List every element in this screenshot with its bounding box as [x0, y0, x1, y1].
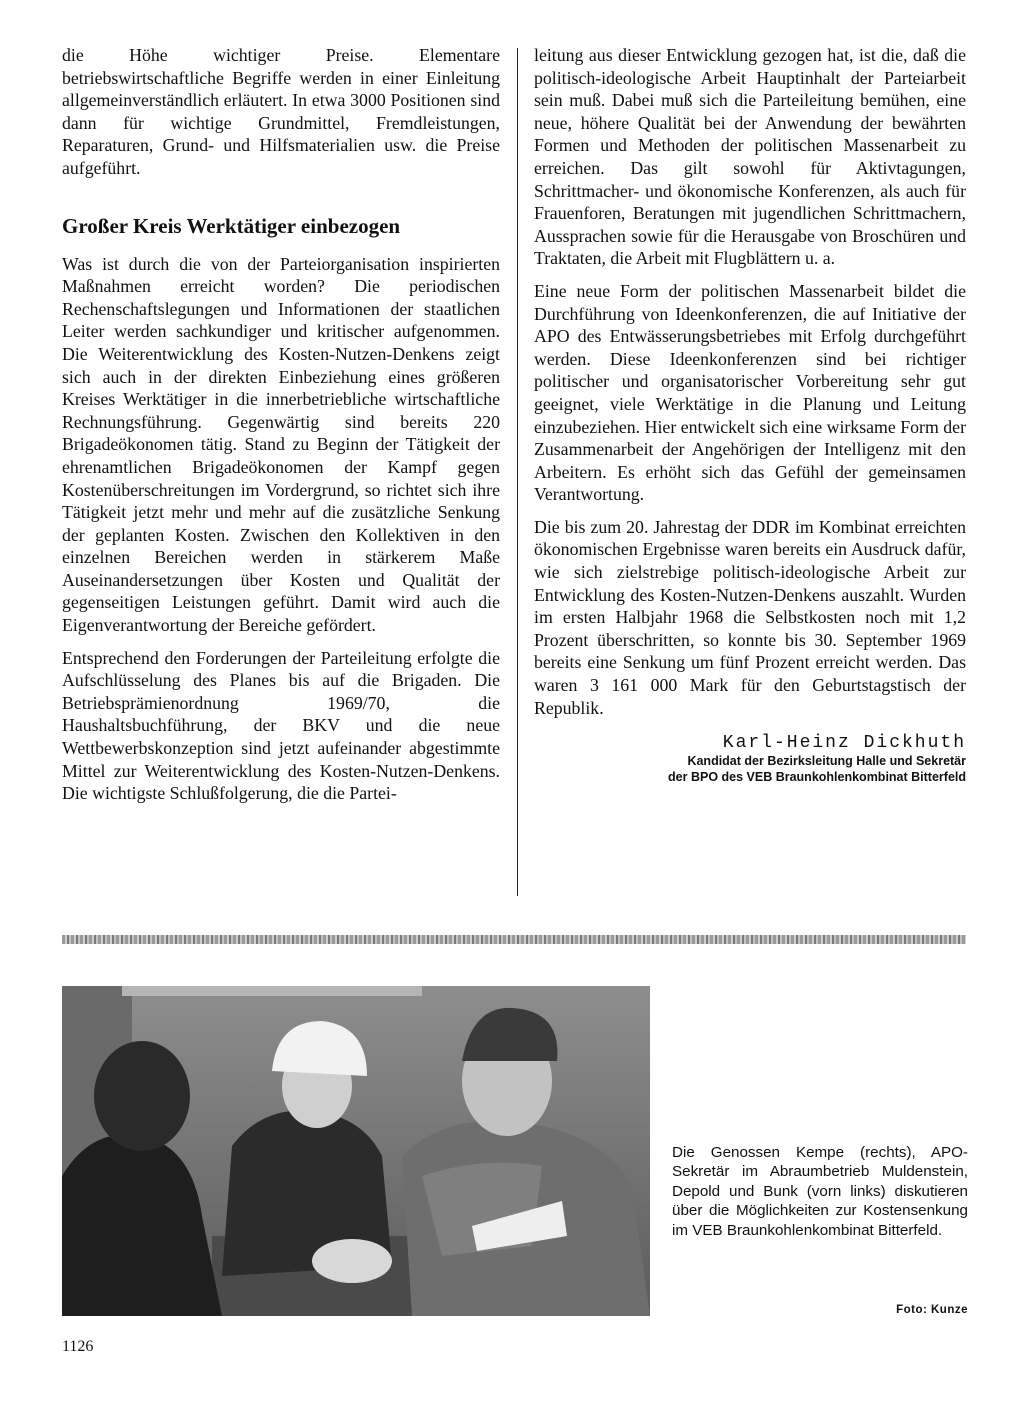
paragraph: leitung aus dieser Entwicklung gezogen hat, ist die, daß die politisch-ideologische Arbeit Hauptinhalt der Parteiarbeit sein muß. Dabei muß sich die Parteileitung bemühen, eine neue, höhere Qualität bei der Anwendung der bewährten Formen und Methoden der politischen Massenarbeit zu erreichen. Das gilt sowohl für Aktivtagungen, Schrittmacher- und ökonomische Konferenzen, als auch für Frauenforen, Beratungen mit jugendlichen Schrittmachern, Aussprachen sowie für die Herausgabe von Broschüren und Traktaten, die Arbeit mit Flugblättern u. a.	[534, 45, 966, 269]
page-number: 1126	[62, 1338, 94, 1355]
paragraph: Eine neue Form der politischen Massenarbeit bildet die Durchführung von Ideenkonferenzen, die auf Initiative der APO des Entwässerungsbetriebes mit Erfolg durchgeführt werden. Diese Ideenkonferenzen sind bei richtiger politischer und organisatorischer Vorbereitung sehr gut geeignet, viele Werktätige in die Planung und Leitung einzubeziehen. Hier entwickelt sich eine wirksame Form der Zusammenarbeit der Angehörigen der Intelligenz mit den Arbeitern. Es erhöht sich das Gefühl der gemeinsamen Verantwortung.	[534, 280, 966, 505]
photo	[62, 986, 650, 1316]
photo-illustration	[62, 986, 650, 1316]
paragraph: Was ist durch die von der Parteiorganisation inspirierten Maßnahmen erreicht worden? Die periodischen Rechenschaftslegungen und Informationen der staatlichen Leiter werden sachkundiger und kritischer aufgenommen. Die Weiterentwicklung des Kosten-Nutzen-Denkens zeigt sich auch in der direkten Einbeziehung eines größeren Kreises Werktätiger in die innerbetriebliche wirtschaftliche Rechnungsführung. Gegenwärtig sind bereits 220 Brigadeökonomen tätig. Stand zu Beginn der Tätigkeit der ehrenamtlichen Brigadeökonomen der Kampf gegen Kostenüberschreitungen im Vordergrund, so richtet sich ihre Tätigkeit jetzt mehr und mehr auf die zusätzliche Senkung der geplanten Kosten. Zwischen den Kollektiven in den einzelnen Bereichen werden in stärkerem Maße Auseinandersetzungen über Kosten und Qualität der gegenseitigen Leistungen geführt. Damit wird auch die Eigenverantwortung der Bereiche gefördert.	[62, 253, 500, 636]
photo-caption: Die Genossen Kempe (rechts), APO-Sekretär im Abraumbetrieb Muldenstein, Depold und Bunk (vorn links) diskutieren über die Möglichkeiten zur Kostensenkung im VEB Braunkohlenkombinat Bitterfeld.	[672, 1144, 968, 1239]
paragraph: Entsprechend den Forderungen der Parteileitung erfolgte die Aufschlüsselung des Planes bis auf die Brigaden. Die Betriebsprämienordnung 1969/70, die Haushaltsbuchführung, der BKV und die neue Wettbewerbskonzeption sind jetzt aufeinander abgestimmte Mittel zur Weiterentwicklung des Kosten-Nutzen-Denkens. Die wichtigste Schlußfolgerung, die die Partei-	[62, 647, 500, 804]
author-name: Karl-Heinz Dickhuth	[722, 733, 966, 754]
decorative-band	[62, 935, 966, 944]
section-heading: Großer Kreis Werktätiger einbezogen	[62, 213, 401, 238]
right-column	[534, 44, 966, 785]
photo-credit: Foto: Kunze	[896, 1304, 968, 1316]
left-column	[62, 44, 500, 815]
author-byline-line: Kandidat der Bezirksleitung Halle und Sekretär	[687, 754, 966, 769]
paragraph: Die bis zum 20. Jahrestag der DDR im Kombinat erreichten ökonomischen Ergebnisse waren bereits ein Ausdruck dafür, wie sich zielstrebige politisch-ideologische Arbeit zur Entwicklung des Kosten-Nutzen-Denkens auszahlt. Wurden im ersten Halbjahr 1968 die Selbstkosten noch mit 1,2 Prozent überschritten, so konnte bis 30. September 1969 bereits eine Senkung um fünf Prozent erreicht werden. Das waren 3 161 000 Mark für den Geburtstagstisch der Republik.	[534, 516, 966, 718]
column-divider	[517, 48, 518, 896]
paragraph: die Höhe wichtiger Preise. Elementare betriebswirtschaftliche Begriffe werden in einer Einleitung allgemeinverständlich erläutert. In etwa 3000 Positionen sind dann für wichtige Grundmittel, Fremdleistungen, Reparaturen, Grund- und Hilfsmaterialien usw. die Preise aufgeführt.	[62, 45, 500, 178]
author-byline-line: der BPO des VEB Braunkohlenkombinat Bitterfeld	[668, 770, 966, 785]
